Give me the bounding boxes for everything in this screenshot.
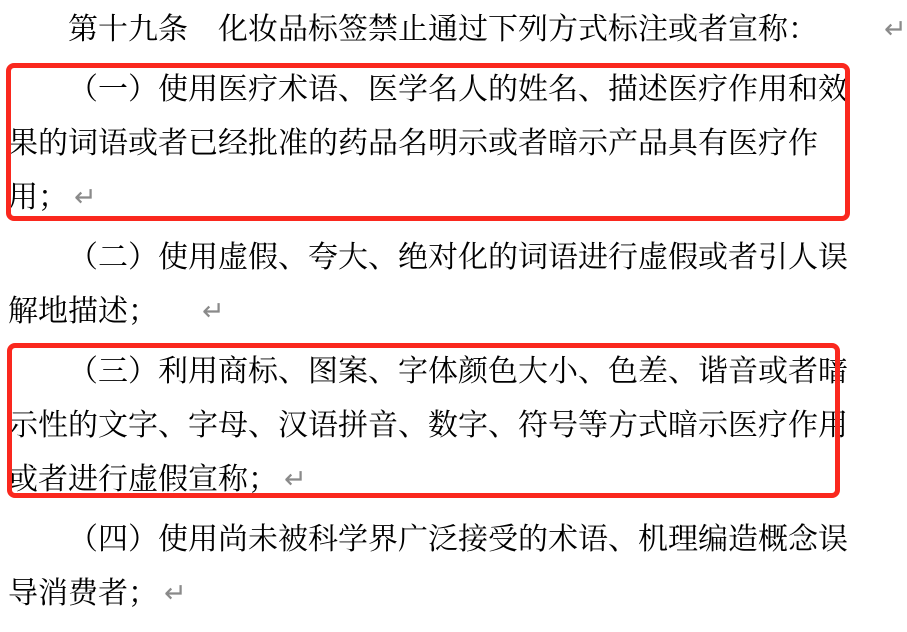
- clause-item-3-line-2: 示性的文字、字母、汉语拼音、数字、符号等方式暗示医疗作用: [8, 409, 848, 442]
- text-line: [8, 567, 853, 621]
- paragraph-mark-icon: ↵: [74, 182, 97, 212]
- text-line: [8, 63, 853, 117]
- paragraph-mark-icon: ↵: [284, 464, 307, 494]
- text-line: [8, 231, 853, 285]
- paragraph-mark-icon: ↵: [884, 14, 907, 44]
- text-line: [8, 345, 853, 399]
- text-line: [8, 3, 907, 57]
- clause-item-1-line-1: （一）使用医疗术语、医学名人的姓名、描述医疗作用和效: [68, 73, 848, 106]
- clause-19-heading: [8, 3, 907, 57]
- clause-item-3: [8, 345, 853, 507]
- text-line: [8, 399, 853, 453]
- paragraph-mark-icon: ↵: [202, 296, 225, 326]
- clause-heading-text: 第十九条 化妆品标签禁止通过下列方式标注或者宣称：: [68, 13, 818, 46]
- text-line: [8, 117, 853, 171]
- text-line: [8, 171, 853, 225]
- text-line: [8, 453, 853, 507]
- text-line: [8, 285, 853, 339]
- clause-item-3-line-3: 或者进行虚假宣称；: [8, 463, 278, 496]
- clause-item-1-line-2: 果的词语或者已经批准的药品名明示或者暗示产品具有医疗作: [8, 127, 818, 160]
- clause-item-1: [8, 63, 853, 225]
- clause-item-3-line-1: （三）利用商标、图案、字体颜色大小、色差、谐音或者暗: [68, 355, 848, 388]
- clause-item-4: [8, 513, 853, 621]
- clause-item-2-line-2: 解地描述；: [8, 295, 158, 328]
- clause-item-2-line-1: （二）使用虚假、夸大、绝对化的词语进行虚假或者引人误: [68, 241, 848, 274]
- clause-item-1-line-3: 用；: [8, 181, 68, 214]
- clause-item-4-line-1: （四）使用尚未被科学界广泛接受的术语、机理编造概念误: [68, 523, 848, 556]
- clause-item-4-line-2: 导消费者；: [8, 577, 158, 610]
- clause-item-2: [8, 231, 853, 339]
- text-line: [8, 513, 853, 567]
- paragraph-mark-icon: ↵: [164, 578, 187, 608]
